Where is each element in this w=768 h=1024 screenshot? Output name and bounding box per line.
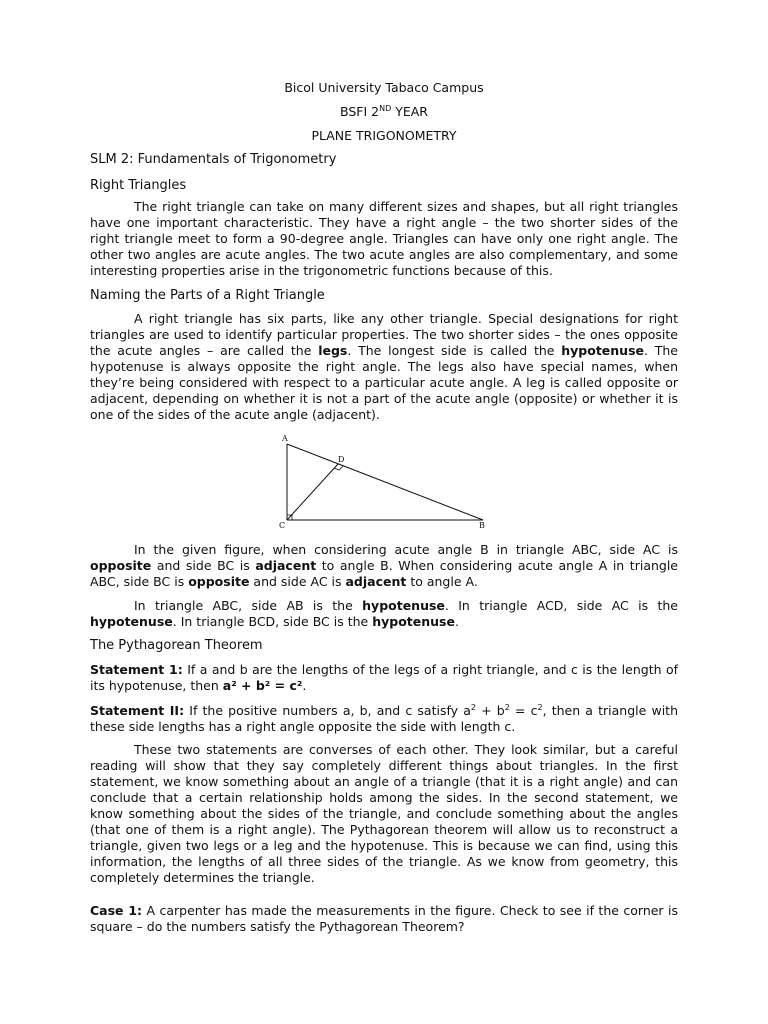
hypotenuse-term: hypotenuse xyxy=(90,614,173,629)
fig2-text-3: . In triangle BCD, side BC is the xyxy=(172,614,373,629)
right-triangles-paragraph: The right triangle can take on many different sizes and shapes, but all right triangles have one important characteristic. They have a right angle – the two shorter sides of the right triangle meet to form a 90-degree angle. Triangles can have only one right angle. The other two angles are acute angles. The two acute angles are also complementary, and some interesting properties arise in the trigonometric functions because of this. xyxy=(90,199,678,278)
fig-text-1: In the given figure, when considering acute angle B in triangle ABC, side AC is xyxy=(134,542,678,557)
statement-2-text-3: = c xyxy=(509,703,538,718)
altitude-cd xyxy=(287,464,338,520)
year-superscript: ND xyxy=(379,103,392,113)
opposite-term: opposite xyxy=(90,558,152,573)
fig2-text-2: . In triangle ACD, side AC is the xyxy=(444,598,678,613)
naming-text-3: . The hypotenuse is always opposite the right angle. The legs also have special names, when they’re being considered with respect to a particular acute angle. A leg is called opposite or adjacent, depending on whether it is not a part of the acute angle (opposite) or whether it is one of the sides of the acute angle (adjacent). xyxy=(90,343,678,422)
figure-paragraph-2 xyxy=(90,598,678,630)
statement-2-text-4: , then a triangle with these side lengths has a right angle opposite the side with length c. xyxy=(90,703,678,734)
opposite-term: opposite xyxy=(188,574,250,589)
adjacent-term: adjacent xyxy=(345,574,407,589)
legs-term: legs xyxy=(318,343,348,358)
adjacent-term: adjacent xyxy=(255,558,317,573)
label-c: C xyxy=(279,521,286,530)
label-a: A xyxy=(282,434,288,443)
right-triangle-figure xyxy=(270,432,500,532)
statement-2-text-2: + b xyxy=(475,703,505,718)
naming-text-1: A right triangle has six parts, like any other triangle. Special designations for right triangles are used to identify particular properties. The two shorter sides – the ones opposite the acute angles – are called the xyxy=(90,311,678,358)
fig2-text-4: . xyxy=(454,614,459,629)
fig-text-5: to angle A. xyxy=(406,574,478,589)
hypotenuse-term: hypotenuse xyxy=(362,598,445,613)
statement-1 xyxy=(90,662,678,694)
fig-text-3: to angle B. When considering acute angle A in triangle ABC, side BC is xyxy=(90,558,678,589)
year-suffix: YEAR xyxy=(391,104,428,119)
exponent: 2 xyxy=(537,702,543,712)
exponent: 2 xyxy=(504,702,510,712)
statement-2-text-1: If the positive numbers a, b, and c satisfy a xyxy=(184,703,471,718)
hypotenuse-term: hypotenuse xyxy=(561,343,644,358)
side-ab xyxy=(287,444,483,520)
case-1 xyxy=(90,903,678,935)
naming-text-2: . The longest side is called the xyxy=(347,343,562,358)
year-prefix: BSFI 2 xyxy=(340,104,380,119)
school-name: Bicol University Tabaco Campus xyxy=(284,80,484,95)
case-1-text: A carpenter has made the measurements in the figure. Check to see if the corner is square – do the numbers satisfy the Pythagorean Theorem? xyxy=(90,903,678,934)
fig-text-4: and side AC is xyxy=(249,574,346,589)
right-triangles-heading: Right Triangles xyxy=(90,178,187,193)
fig-text-2: and side BC is xyxy=(151,558,256,573)
statement-1-text: If a and b are the lengths of the legs of a right triangle, and c is the length of its hypotenuse, then xyxy=(90,662,679,693)
exponent: 2 xyxy=(470,702,476,712)
pythagorean-heading: The Pythagorean Theorem xyxy=(90,638,263,653)
hypotenuse-term: hypotenuse xyxy=(372,614,455,629)
naming-heading: Naming the Parts of a Right Triangle xyxy=(90,288,325,303)
course-title: PLANE TRIGONOMETRY xyxy=(311,128,457,143)
converse-paragraph: These two statements are converses of each other. They look similar, but a careful reading will show that they say completely different things about triangles. In the first statement, we know something about an angle of a triangle (that it is a right angle) and can conclude that a certain relationship holds among the sides. In the second statement, we know something about the sides of the triangle, and conclude something about the angles (that one of them is a right angle). The Pythagorean theorem will allow us to reconstruct a triangle, given two legs or a leg and the hypotenuse. This is because we can find, using this information, the lengths of all three sides of the triangle. As we know from geometry, this completely determines the triangle. xyxy=(90,742,678,885)
fig2-text-1: In triangle ABC, side AB is the xyxy=(134,598,363,613)
case-1-label: Case 1: xyxy=(90,903,143,918)
statement-1-label: Statement 1: xyxy=(90,662,183,677)
label-d: D xyxy=(338,455,345,464)
pythagorean-formula: a² + b² = c² xyxy=(222,678,303,693)
slm-title: SLM 2: Fundamentals of Trigonometry xyxy=(90,152,337,167)
label-b: B xyxy=(479,521,485,530)
year-level xyxy=(0,104,768,119)
statement-1-end: . xyxy=(302,678,307,693)
naming-paragraph xyxy=(90,311,678,423)
statement-2-label: Statement II: xyxy=(90,703,185,718)
statement-2 xyxy=(90,703,678,735)
figure-paragraph-1 xyxy=(90,542,678,590)
